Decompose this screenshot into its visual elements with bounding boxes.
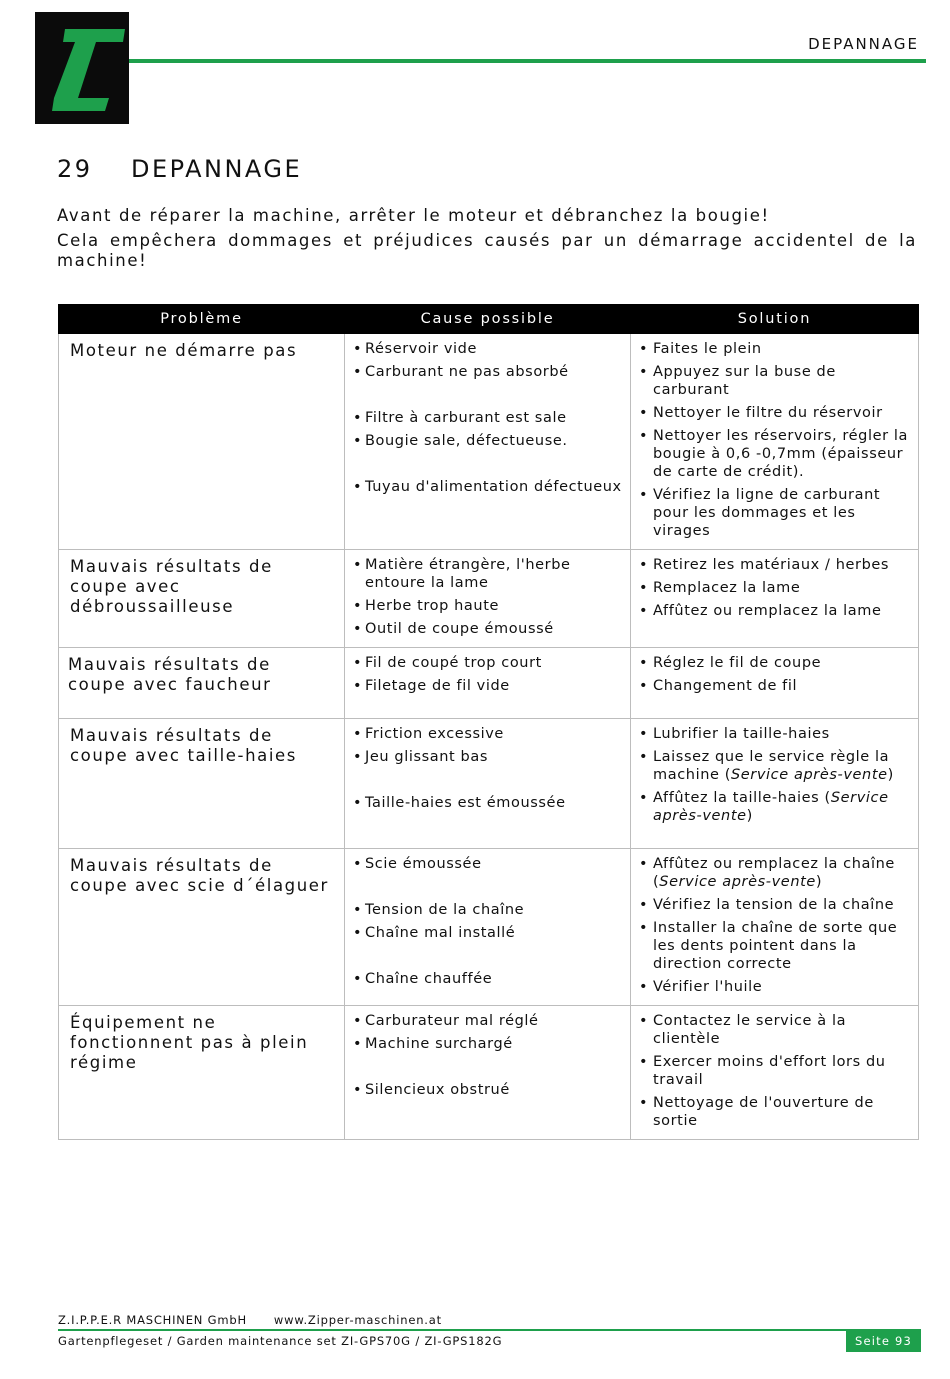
table-row: [59, 334, 919, 550]
solution-item: [639, 789, 910, 825]
troubleshooting-table: [58, 304, 919, 1140]
table-header-row: [59, 305, 919, 334]
cause-cell: [345, 1006, 631, 1140]
cause-item: • Réservoir vide: [353, 340, 622, 358]
cause-item: • Jeu glissant bas: [353, 748, 622, 766]
cause-item: • Scie émoussée: [353, 855, 622, 873]
section-number: 29: [57, 155, 93, 183]
zipper-z-logo-icon: [35, 12, 129, 124]
service-note: Service après-vente: [659, 874, 816, 890]
solution-item: • Nettoyer les réservoirs, régler la bougie à 0,6 -0,7mm (épaisseur de carte de crédit).: [639, 427, 910, 481]
header-problem: Problème: [59, 305, 345, 334]
problem-cell: Mauvais résultats de coupe avec débroussailleuse: [59, 550, 345, 648]
cause-cell: [345, 849, 631, 1006]
solution-item: • Vérifiez la ligne de carburant pour les dommages et les virages: [639, 486, 910, 540]
solution-text: ): [815, 874, 823, 890]
cause-item: • Chaîne chauffée: [353, 970, 622, 988]
intro-warning: [57, 206, 917, 276]
solution-cell: [631, 648, 919, 719]
problem-cell: Mauvais résultats de coupe avec scie d´élaguer: [59, 849, 345, 1006]
service-note: Service après-vente: [653, 790, 889, 824]
cause-item: • Silencieux obstrué: [353, 1081, 622, 1099]
problem-cell: Mauvais résultats de coupe avec taille-haies: [59, 719, 345, 849]
cause-item: • Friction excessive: [353, 725, 622, 743]
solution-item: [639, 748, 910, 784]
solution-item: • Changement de fil: [639, 677, 910, 695]
solution-item: [639, 855, 910, 891]
company-name: Z.I.P.P.E.R MASCHINEN GmbH: [58, 1313, 247, 1327]
zipper-logo: [35, 12, 129, 124]
solution-item: • Contactez le service à la clientèle: [639, 1012, 910, 1048]
cause-item: • Matière étrangère, l'herbe entoure la lame: [353, 556, 622, 592]
solution-item: • Remplacez la lame: [639, 579, 910, 597]
cause-cell: [345, 719, 631, 849]
solution-item: • Vérifier l'huile: [639, 978, 910, 996]
cause-item: • Machine surchargé: [353, 1035, 622, 1053]
table-row: [59, 849, 919, 1006]
solution-cell: [631, 1006, 919, 1140]
table-row: [59, 719, 919, 849]
footer-company: [58, 1313, 442, 1327]
cause-cell: [345, 550, 631, 648]
footer-product: Gartenpflegeset / Garden maintenance set ZI-GPS70G / ZI-GPS182G: [58, 1334, 503, 1348]
cause-item: • Tuyau d'alimentation défectueux: [353, 478, 622, 496]
problem-cell: Mauvais résultats de coupe avec faucheur: [59, 648, 345, 719]
cause-item: • Chaîne mal installé: [353, 924, 622, 942]
section-title: DEPANNAGE: [131, 155, 303, 183]
cause-item: • Filetage de fil vide: [353, 677, 622, 695]
solution-item: • Vérifiez la tension de la chaîne: [639, 896, 910, 914]
header-rule: [129, 59, 926, 63]
cause-cell: [345, 334, 631, 550]
cause-item: • Outil de coupe émoussé: [353, 620, 622, 638]
header-solution: Solution: [631, 305, 919, 334]
footer-rule: [58, 1329, 921, 1331]
solution-text: Affûtez ou remplacez la chaîne (: [653, 856, 895, 890]
solution-cell: [631, 719, 919, 849]
cause-item: • Herbe trop haute: [353, 597, 622, 615]
solution-item: • Nettoyer le filtre du réservoir: [639, 404, 910, 422]
solution-text: Affûtez la taille-haies (: [653, 790, 831, 806]
table-row: [59, 550, 919, 648]
solution-item: • Faites le plein: [639, 340, 910, 358]
cause-item: • Carburateur mal réglé: [353, 1012, 622, 1030]
company-url[interactable]: www.Zipper-maschinen.at: [273, 1313, 442, 1327]
cause-item: • Tension de la chaîne: [353, 901, 622, 919]
solution-text: ): [887, 767, 894, 783]
solution-cell: [631, 849, 919, 1006]
page-number-badge: Seite 93: [846, 1331, 921, 1352]
cause-item: • Filtre à carburant est sale: [353, 409, 622, 427]
solution-item: • Installer la chaîne de sorte que les dents pointent dans la direction correcte: [639, 919, 910, 973]
problem-cell: Équipement ne fonctionnent pas à plein régime: [59, 1006, 345, 1140]
solution-item: • Appuyez sur la buse de carburant: [639, 363, 910, 399]
table-row: [59, 648, 919, 719]
section-heading: [57, 155, 302, 183]
solution-cell: [631, 550, 919, 648]
header-title: DEPANNAGE: [808, 35, 919, 53]
solution-item: • Exercer moins d'effort lors du travail: [639, 1053, 910, 1089]
solution-text: Laissez que le service règle la machine (: [653, 749, 890, 783]
cause-item: • Carburant ne pas absorbé: [353, 363, 622, 381]
cause-item: • Fil de coupé trop court: [353, 654, 622, 672]
solution-text: ): [746, 808, 753, 824]
solution-item: • Lubrifier la taille-haies: [639, 725, 910, 743]
intro-line-1: Avant de réparer la machine, arrêter le moteur et débranchez la bougie!: [57, 206, 770, 225]
service-note: Service après-vente: [730, 767, 888, 783]
cause-item: • Taille-haies est émoussée: [353, 794, 622, 812]
solution-item: • Nettoyage de l'ouverture de sortie: [639, 1094, 910, 1130]
solution-item: • Affûtez ou remplacez la lame: [639, 602, 910, 620]
cause-item: • Bougie sale, défectueuse.: [353, 432, 622, 450]
problem-cell: Moteur ne démarre pas: [59, 334, 345, 550]
solution-cell: [631, 334, 919, 550]
cause-cell: [345, 648, 631, 719]
header-cause: Cause possible: [345, 305, 631, 334]
table-row: [59, 1006, 919, 1140]
intro-line-2: Cela empêchera dommages et préjudices causés par un démarrage accidentel de la machine!: [57, 231, 917, 270]
solution-item: • Retirez les matériaux / herbes: [639, 556, 910, 574]
solution-item: • Réglez le fil de coupe: [639, 654, 910, 672]
